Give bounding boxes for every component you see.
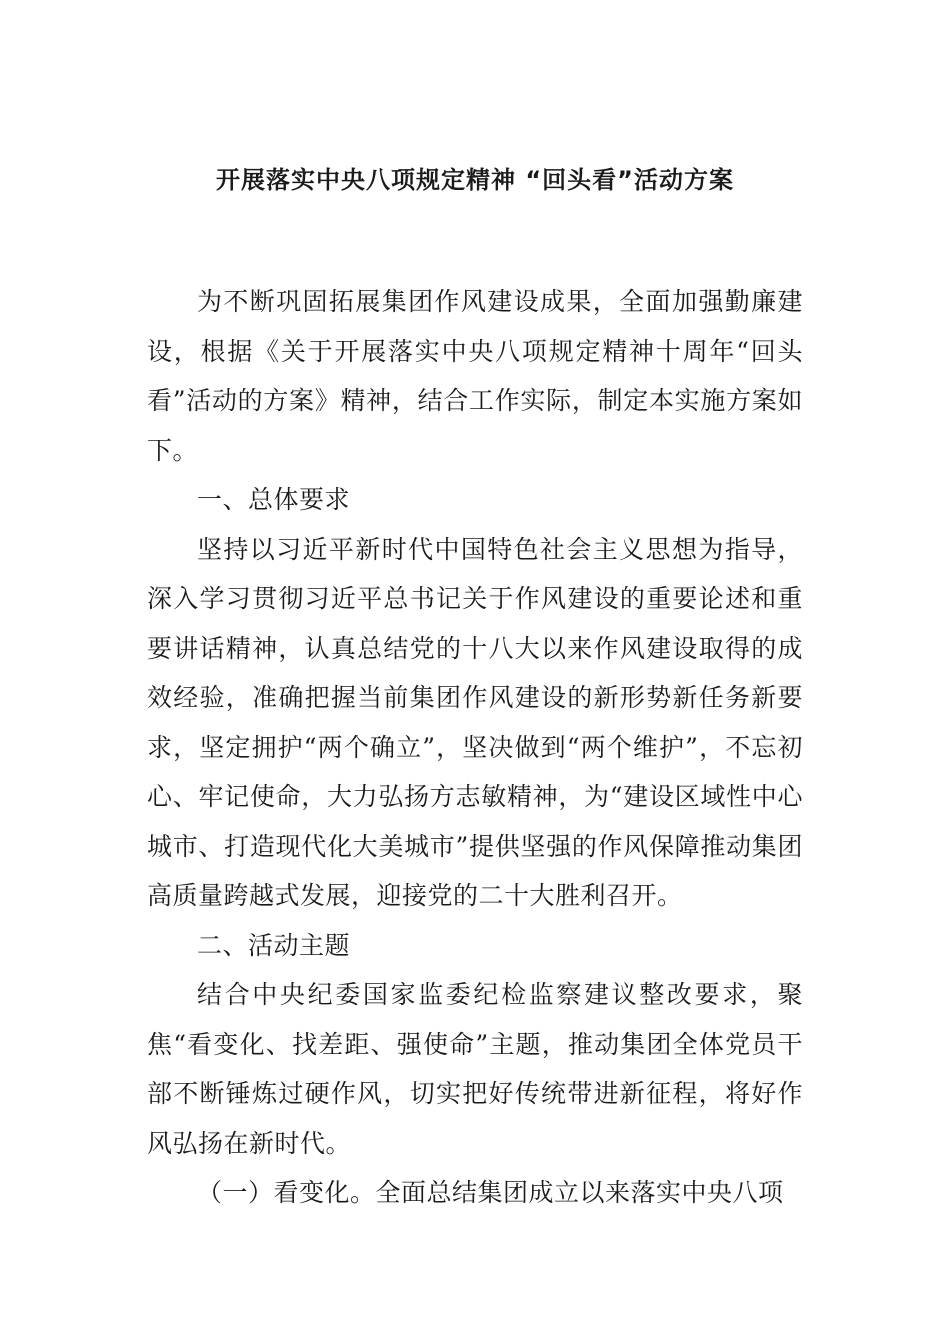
section-heading-activity-theme: 二、活动主题	[197, 930, 351, 960]
section-heading-general-requirements: 一、总体要求	[197, 485, 351, 514]
look-at-changes-paragraph: （一）看变化。全面总结集团成立以来落实中央八项	[197, 1178, 784, 1207]
activity-theme-paragraph: 结合中央纪委国家监委纪检监察建议整改要求，聚焦“看变化、找差距、强使命”主题，推动集团全体党员干部不断锤炼过硬作风，切实把好传统带进新征程，将好作风弘扬在新时代。	[147, 980, 803, 1158]
document-body	[147, 277, 803, 1218]
intro-paragraph: 为不断巩固拓展集团作风建设成果，全面加强勤廉建设，根据《关于开展落实中央八项规定精神十周年“回头看”活动的方案》精神，结合工作实际，制定本实施方案如下。	[147, 287, 803, 465]
document-title: 开展落实中央八项规定精神 “回头看”活动方案	[216, 166, 734, 194]
general-requirements-paragraph: 坚持以习近平新时代中国特色社会主义思想为指导，深入学习贯彻习近平总书记关于作风建设的重要论述和重要讲话精神，认真总结党的十八大以来作风建设取得的成效经验，准确把握当前集团作风建设的新形势新任务新要求，坚定拥护“两个确立”，坚决做到“两个维护”，不忘初心、牢记使命，大力弘扬方志敏精神，为“建设区域性中心城市、打造现代化大美城市”提供坚强的作风保障推动集团高质量跨越式发展，迎接党的二十大胜利召开。	[147, 534, 803, 910]
